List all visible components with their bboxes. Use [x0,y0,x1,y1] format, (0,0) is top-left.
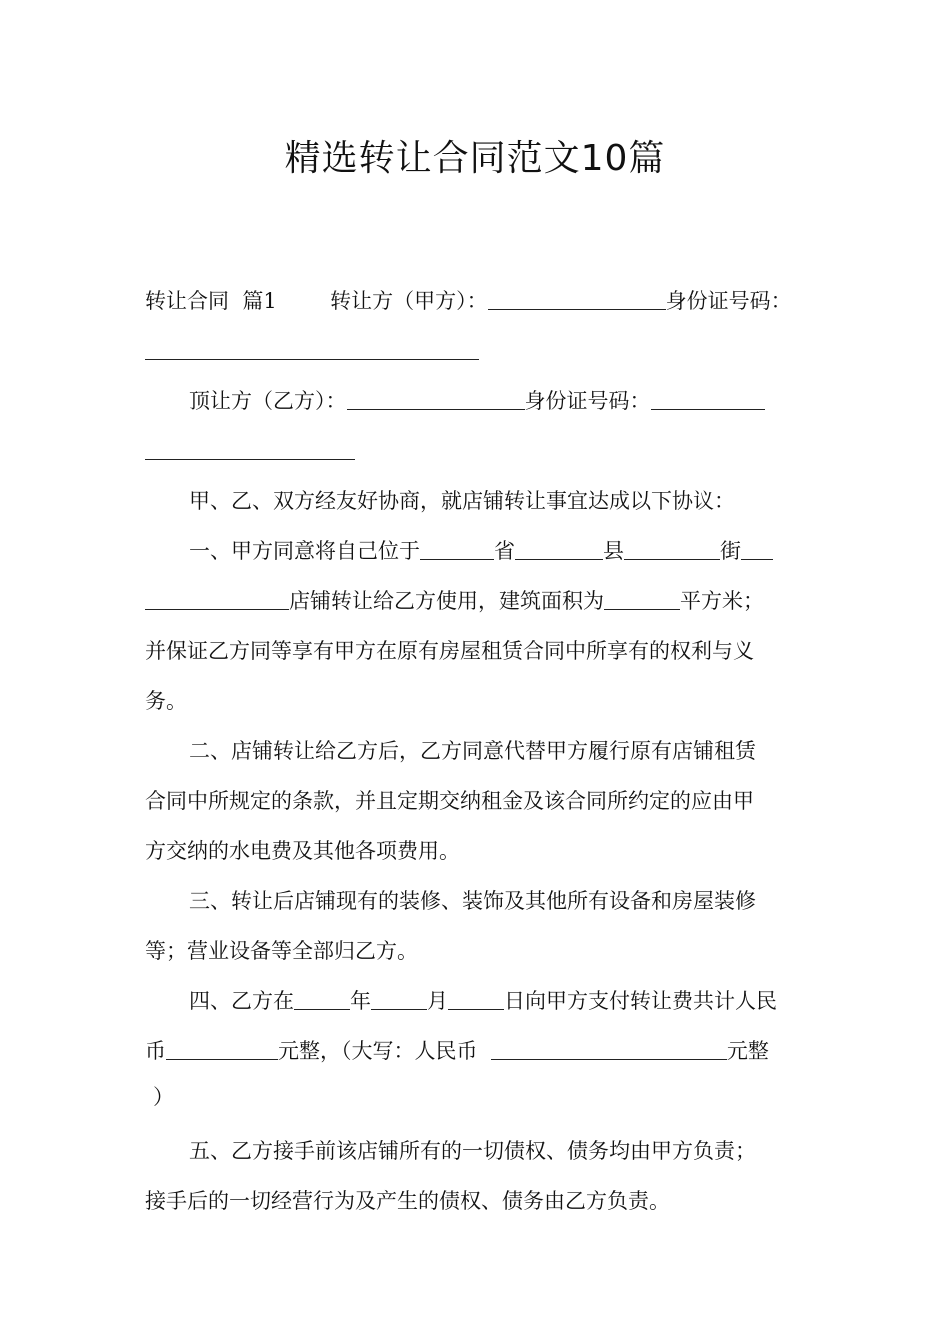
text-line [145,386,854,416]
blank-field [145,437,355,460]
text-line [145,336,810,366]
document-title: 精选转让合同范文10篇 [284,138,666,179]
blank-field [145,587,289,610]
text-segment: 街 [720,539,741,563]
text-segment: 合同中所规定的条款，并且定期交纳租金及该合同所约定的应由甲 [145,789,754,813]
blank-field [347,387,525,410]
text-segment: 务。 [145,689,187,713]
text-segment: 并保证乙方同等享有甲方在原有房屋租赁合同中所享有的权利与义 [145,639,754,663]
text-line [145,886,854,916]
text-segment: 五、乙方接手前该店铺所有的一切债权、债务均由甲方负责； [189,1139,756,1163]
blank-field [294,987,350,1010]
text-segment: 二、店铺转让给乙方后，乙方同意代替甲方履行原有店铺租赁 [189,739,756,763]
text-segment: 平方米； [680,589,764,613]
text-line [145,536,854,566]
text-line [145,986,854,1016]
blank-field [651,387,765,410]
text-segment: 身份证号码： [665,289,792,313]
blank-field [448,987,504,1010]
text-segment: 店铺转让给乙方使用，建筑面积为 [289,589,604,613]
text-segment: 日向甲方支付转让费共计人民 [504,989,777,1013]
text-segment: 年 [350,989,371,1013]
text-segment: 元整 [726,1039,769,1063]
text-line [145,786,810,816]
text-segment: ） [153,1085,174,1109]
text-segment: 县 [603,539,624,563]
text-line [145,686,810,716]
blank-field [488,287,666,310]
blank-field [420,537,494,560]
blank-field [515,537,603,560]
text-line [145,936,810,966]
text-line [145,286,810,316]
text-line [145,1136,854,1166]
text-segment: 一、甲方同意将自己位于 [189,539,420,563]
text-segment: 身份证号码： [524,389,651,413]
text-line [145,736,854,766]
blank-field [604,587,680,610]
blank-field [741,537,773,560]
text-segment: 方交纳的水电费及其他各项费用。 [145,839,460,863]
blank-field [491,1037,727,1060]
text-line [145,1036,810,1066]
text-segment: 元整，（大写：人民币 [278,1039,491,1063]
text-segment: 月 [427,989,448,1013]
text-line [145,486,854,516]
text-segment: 四、乙方在 [189,989,294,1013]
text-line [145,586,810,616]
blank-field [624,537,720,560]
text-segment: 省 [494,539,515,563]
text-segment: 接手后的一切经营行为及产生的债权、债务由乙方负责。 [145,1189,670,1213]
text-segment: 甲、乙、双方经友好协商，就店铺转让事宜达成以下协议： [189,489,735,513]
blank-field [166,1037,278,1060]
text-line [145,636,810,666]
text-line [145,1186,810,1216]
text-line [145,1082,818,1112]
blank-field [371,987,427,1010]
text-line [145,436,810,466]
blank-field [145,337,479,360]
text-segment: 转让合同 篇1 转让方（甲方）： [145,289,488,313]
text-line [145,836,810,866]
text-segment: 顶让方（乙方）： [189,389,347,413]
text-segment: 三、转让后店铺现有的装修、装饰及其他所有设备和房屋装修 [189,889,756,913]
text-segment: 等；营业设备等全部归乙方。 [145,939,418,963]
text-segment: 币 [145,1039,166,1063]
